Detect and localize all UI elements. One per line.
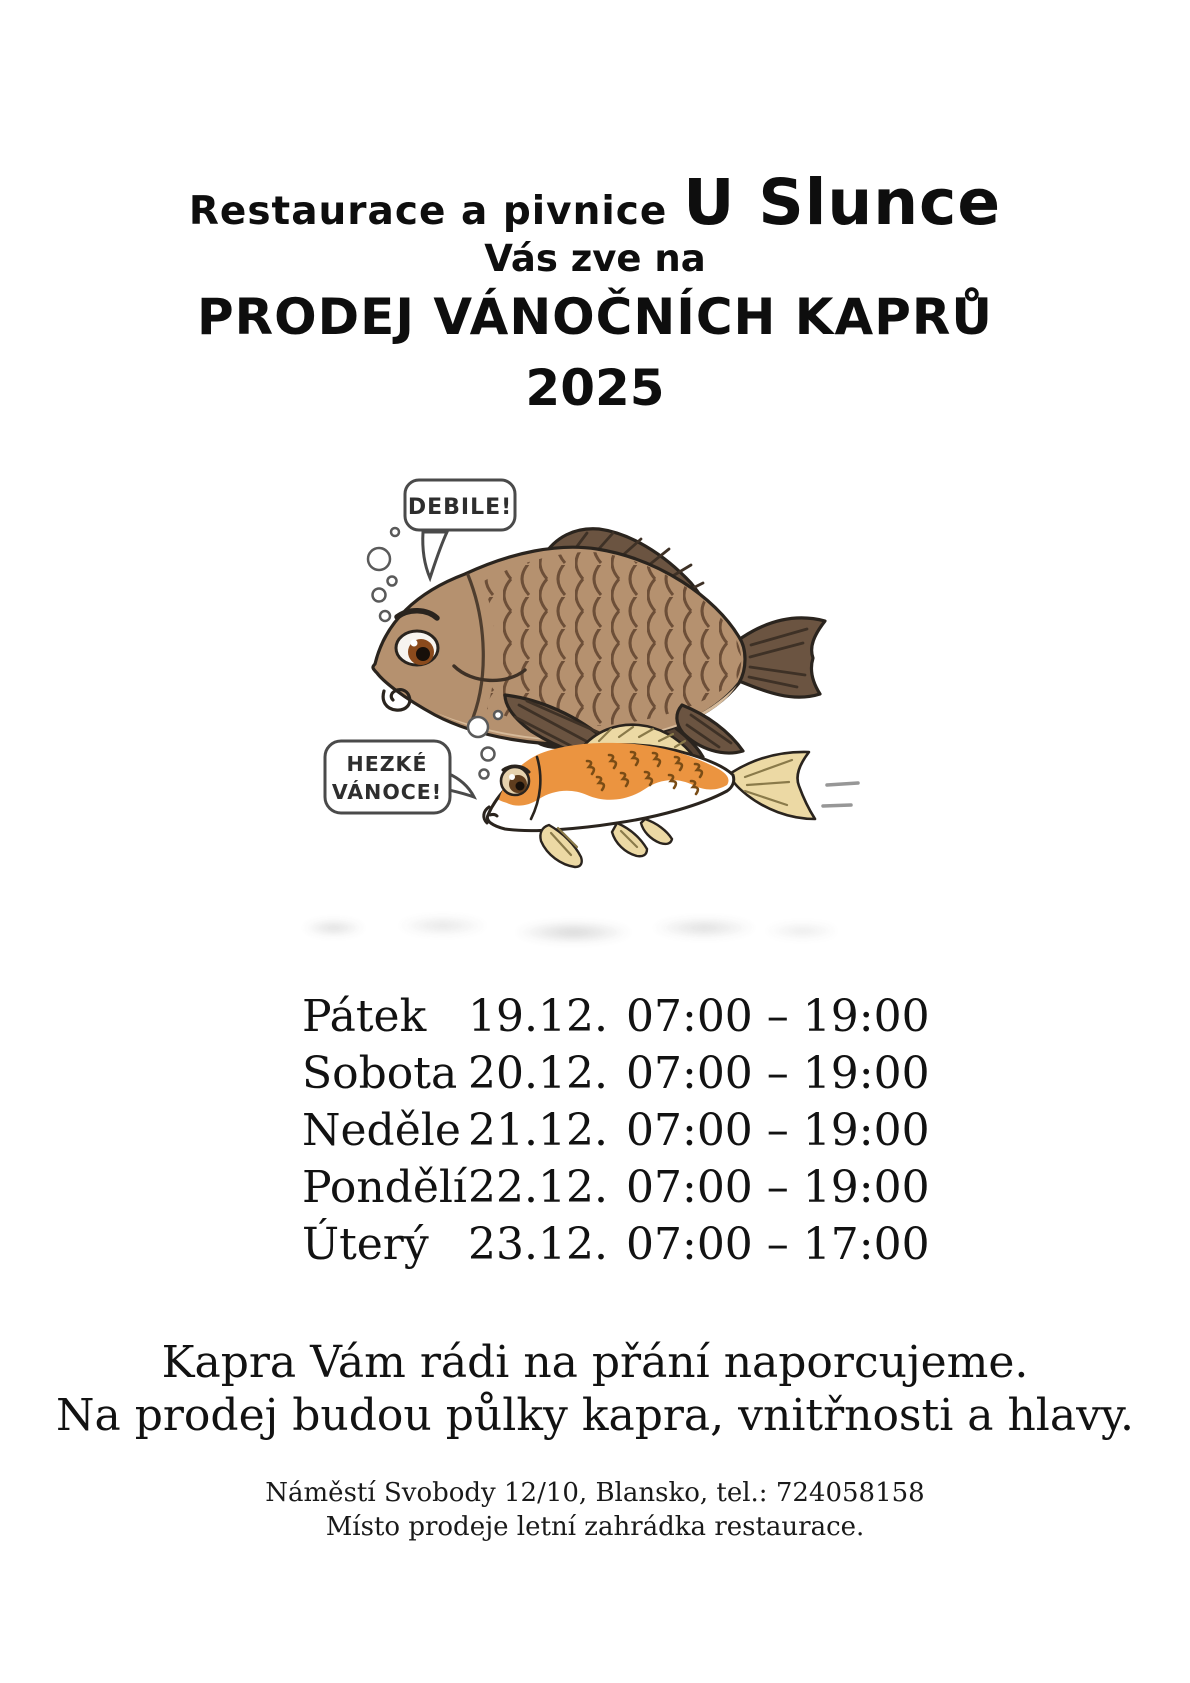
schedule-date: 22.12. xyxy=(468,1162,608,1213)
schedule-day: Pondělí xyxy=(302,1162,467,1213)
schedule-row xyxy=(302,1159,930,1216)
koi-tail-fin xyxy=(731,752,815,819)
restaurant-name: U Slunce xyxy=(683,166,1002,239)
koi-speech-text-line2: VÁNOCE! xyxy=(331,780,443,804)
sale-location-line: Místo prodeje letní zahrádka restaurace. xyxy=(325,1512,865,1542)
koi-pectoral-fin xyxy=(540,825,581,867)
schedule-time: 07:00 – 19:00 xyxy=(626,991,930,1042)
restaurant-title xyxy=(0,160,1190,246)
products-note: Na prodej budou půlky kapra, vnitřnosti a hlavy. xyxy=(56,1390,1134,1441)
carp-cartoon-illustration xyxy=(287,437,867,907)
restaurant-title-prefix: Restaurace a pivnice xyxy=(188,189,668,234)
schedule-time: 07:00 – 19:00 xyxy=(626,1162,930,1213)
schedule-date: 19.12. xyxy=(468,991,608,1042)
portioning-note: Kapra Vám rádi na přání naporcujeme. xyxy=(161,1337,1029,1388)
invite-line: Vás zve na xyxy=(484,237,706,280)
schedule-row xyxy=(302,988,930,1045)
event-year: 2025 xyxy=(525,359,665,417)
watermark-smudge xyxy=(290,908,835,952)
schedule-row xyxy=(302,1045,930,1102)
schedule-day: Neděle xyxy=(302,1105,461,1156)
schedule-date: 20.12. xyxy=(468,1048,608,1099)
carp-fish xyxy=(373,529,825,762)
schedule-time: 07:00 – 19:00 xyxy=(626,1048,930,1099)
sales-schedule xyxy=(302,988,930,1273)
schedule-row xyxy=(302,1102,930,1159)
event-title: PRODEJ VÁNOČNÍCH KAPRŮ xyxy=(197,288,993,346)
address-phone-line: Náměstí Svobody 12/10, Blansko, tel.: 724058158 xyxy=(265,1478,925,1508)
schedule-day: Sobota xyxy=(302,1048,458,1099)
schedule-row xyxy=(302,1216,930,1273)
koi-anal-fin xyxy=(641,819,672,844)
schedule-day: Pátek xyxy=(302,991,427,1042)
motion-lines xyxy=(823,783,858,806)
schedule-day: Úterý xyxy=(302,1219,429,1270)
schedule-date: 21.12. xyxy=(468,1105,608,1156)
schedule-time: 07:00 – 17:00 xyxy=(626,1219,930,1270)
koi-speech-text-line1: HEZKÉ xyxy=(346,752,428,776)
koi-eye xyxy=(501,766,529,795)
schedule-time: 07:00 – 19:00 xyxy=(626,1105,930,1156)
koi-speech-bubble xyxy=(325,741,474,813)
koi-fish xyxy=(484,725,858,867)
schedule-date: 23.12. xyxy=(468,1219,608,1270)
carp-tail-fin xyxy=(734,618,825,697)
carp-speech-text: DEBILE! xyxy=(407,495,513,520)
water-bubbles-upper xyxy=(368,528,399,621)
